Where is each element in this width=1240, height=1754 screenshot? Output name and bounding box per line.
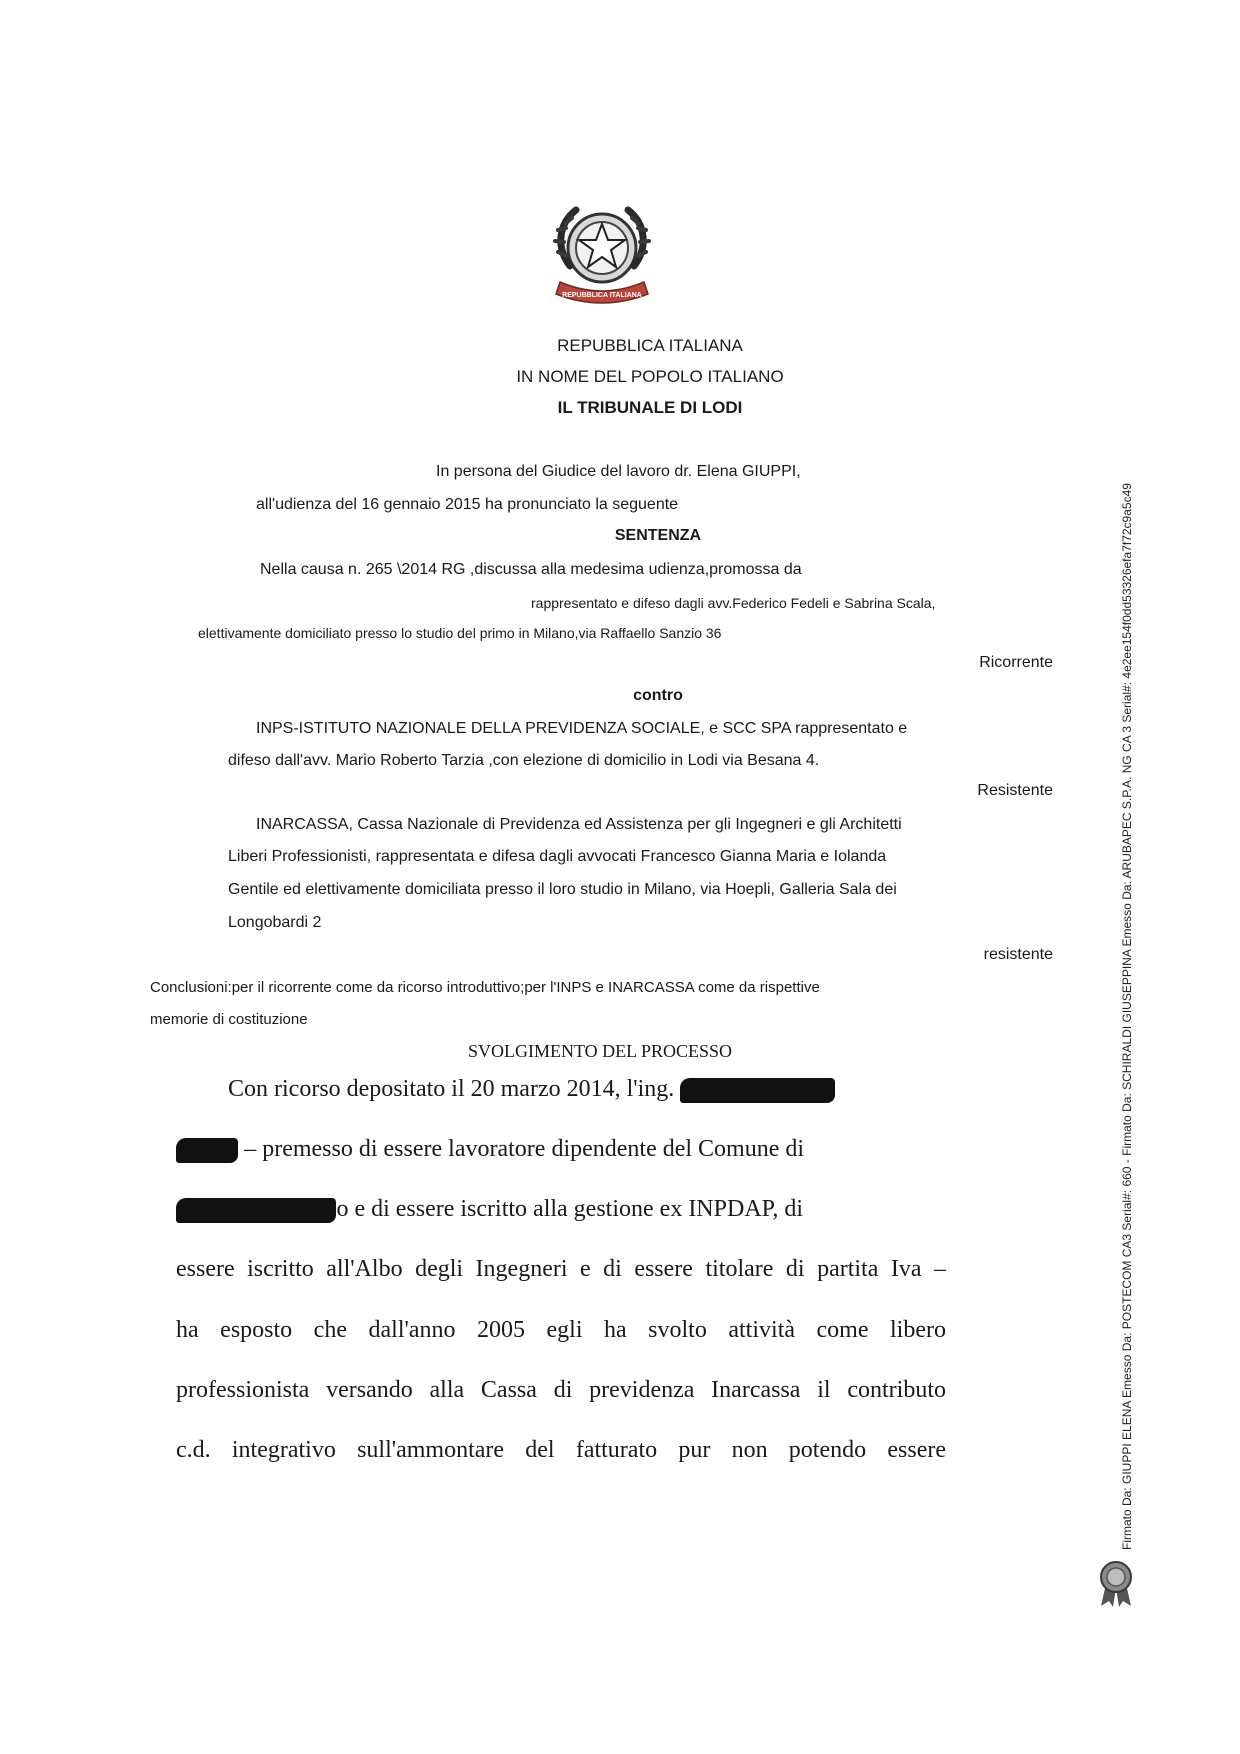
body-line-4: essere iscritto all'Albo degli Ingegneri e di essere titolare di partita Iva – (176, 1256, 946, 1282)
body-line-3-text: o e di essere iscritto alla gestione ex INPDAP, di (336, 1196, 804, 1222)
contro-label: contro (633, 687, 683, 704)
body-line-2-text: – premesso di essere lavoratore dipendente del Comune di (238, 1136, 805, 1162)
redacted-name (680, 1075, 835, 1105)
body-line-1 (228, 1074, 946, 1105)
redacted-town (176, 1195, 336, 1225)
inarcassa-line-4: Longobardi 2 (228, 914, 322, 931)
digital-signature-stamp: Firmato Da: GIUPPI ELENA Emesso Da: POSTECOM CA3 Serial#: 660 - Firmato Da: SCHIRALDI GIUSEPPINA Emesso Da: ARUBAPEC S.P.A. NG CA 3 Serial#: 4e2ee154f0dd53326efa7f72c9a5c49 (1120, 483, 1134, 1550)
conclusions-line-1: Conclusioni:per il ricorrente come da ricorso introduttivo;per l'INPS e INARCASSA come da rispettive (150, 979, 820, 996)
body-line-6: professionista versando alla Cassa di previdenza Inarcassa il contributo (176, 1377, 946, 1403)
hearing-line: all'udienza del 16 gennaio 2015 ha pronunciato la seguente (256, 496, 679, 513)
section-title: SVOLGIMENTO DEL PROCESSO (467, 1041, 733, 1061)
judge-line: In persona del Giudice del lavoro dr. Elena GIUPPI, (436, 463, 801, 480)
represented-line: rappresentato e difeso dagli avv.Federico Fedeli e Sabrina Scala, (531, 595, 936, 611)
inps-line-1: INPS-ISTITUTO NAZIONALE DELLA PREVIDENZA SOCIALE, e SCC SPA rappresentato e (256, 720, 908, 737)
body-line-1-text: Con ricorso depositato il 20 marzo 2014, l'ing. (228, 1076, 675, 1102)
domicile-line: elettivamente domiciliato presso lo studio del primo in Milano,via Raffaello Sanzio 36 (198, 625, 722, 641)
resistente-label-2: resistente (983, 946, 1053, 963)
inarcassa-line-1: INARCASSA, Cassa Nazionale di Previdenza ed Assistenza per gli Ingegneri e gli Architetti (256, 816, 902, 833)
digital-signature-rosette-icon (1098, 1560, 1134, 1608)
inarcassa-line-3: Gentile ed elettivamente domiciliata presso il loro studio in Milano, via Hoepli, Galleria Sala dei (228, 881, 897, 898)
redacted-surname (176, 1135, 238, 1165)
body-line-3 (176, 1194, 946, 1225)
header-republic: REPUBBLICA ITALIANA (557, 336, 743, 355)
body-line-5: ha esposto che dall'anno 2005 egli ha svolto attività come libero (176, 1317, 946, 1343)
inps-line-2: difeso dall'avv. Mario Roberto Tarzia ,con elezione di domicilio in Lodi via Besana 4. (228, 752, 820, 769)
conclusions-line-2: memorie di costituzione (150, 1011, 308, 1028)
emblem-ribbon-text: REPUBBLICA ITALIANA (562, 292, 642, 299)
body-line-2 (176, 1134, 946, 1165)
sentence-title: SENTENZA (614, 527, 702, 544)
header-court: IL TRIBUNALE DI LODI (557, 398, 743, 417)
header-people: IN NOME DEL POPOLO ITALIANO (516, 367, 784, 386)
ricorrente-label: Ricorrente (979, 654, 1053, 671)
resistente-label: Resistente (977, 782, 1053, 799)
body-line-7: c.d. integrativo sull'ammontare del fatturato pur non potendo essere (176, 1437, 946, 1463)
italian-republic-emblem (548, 196, 656, 308)
case-line: Nella causa n. 265 \2014 RG ,discussa alla medesima udienza,promossa da (260, 561, 802, 578)
inarcassa-line-2: Liberi Professionisti, rappresentata e difesa dagli avvocati Francesco Gianna Maria e Iolanda (228, 848, 887, 865)
